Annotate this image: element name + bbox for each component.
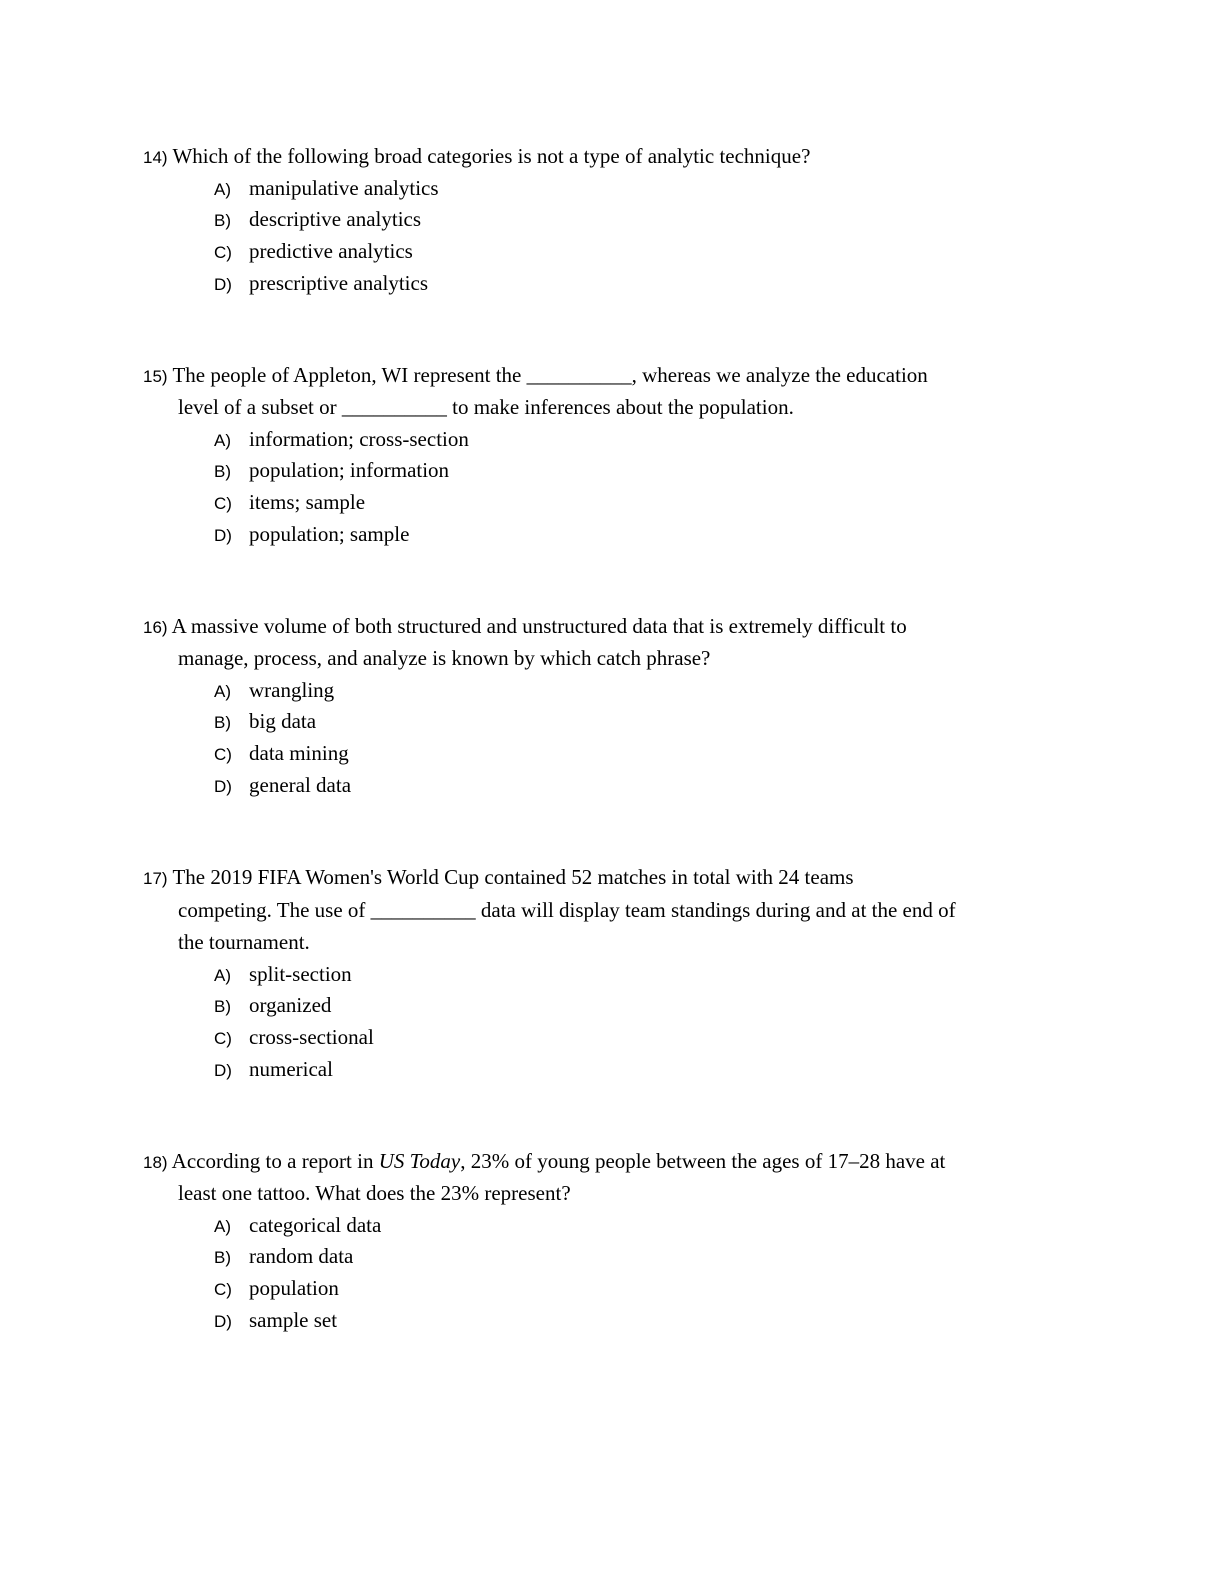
option-letter: A) xyxy=(214,682,231,701)
option-letter: B) xyxy=(214,211,231,230)
option-text: wrangling xyxy=(249,678,335,702)
option-b xyxy=(214,707,316,737)
option-c xyxy=(214,1023,374,1053)
question-number: 14) xyxy=(143,148,168,167)
option-letter: B) xyxy=(214,462,231,481)
publication-title: US Today xyxy=(378,1149,461,1173)
option-d xyxy=(214,1055,333,1085)
option-text: sample set xyxy=(249,1308,338,1332)
option-text: general data xyxy=(249,773,352,797)
option-b xyxy=(214,456,449,486)
option-letter: B) xyxy=(214,997,231,1016)
question-text-continued: the tournament. xyxy=(178,930,310,954)
option-a xyxy=(214,676,334,706)
question-number: 16) xyxy=(143,618,168,637)
option-text: big data xyxy=(249,709,317,733)
option-letter: D) xyxy=(214,1312,232,1331)
option-letter: A) xyxy=(214,1217,231,1236)
option-letter: C) xyxy=(214,243,232,262)
option-c xyxy=(214,488,365,518)
option-text: data mining xyxy=(249,741,349,765)
option-text: items; sample xyxy=(249,490,366,514)
option-text: population xyxy=(249,1276,339,1300)
option-letter: D) xyxy=(214,777,232,796)
option-text: manipulative analytics xyxy=(249,176,439,200)
question-18-stem xyxy=(143,1147,945,1177)
option-letter: D) xyxy=(214,275,232,294)
option-letter: B) xyxy=(214,713,231,732)
option-text: random data xyxy=(249,1244,354,1268)
question-text-part: According to a report in xyxy=(171,1149,379,1173)
question-text-continued: least one tattoo. What does the 23% represent? xyxy=(178,1181,571,1205)
option-text: descriptive analytics xyxy=(249,207,422,231)
question-text xyxy=(172,1149,946,1173)
option-text: predictive analytics xyxy=(249,239,413,263)
question-text: Which of the following broad categories is not a type of analytic technique? xyxy=(172,144,811,168)
option-d xyxy=(214,1306,337,1336)
option-letter: C) xyxy=(214,1029,232,1048)
option-c xyxy=(214,739,349,769)
question-text: A massive volume of both structured and unstructured data that is extremely difficult to xyxy=(171,614,907,638)
question-text-part: , 23% of young people between the ages of 17–28 have at xyxy=(460,1149,946,1173)
option-letter: D) xyxy=(214,526,232,545)
option-d xyxy=(214,269,428,299)
question-text-continued: competing. The use of __________ data will display team standings during and at the end of xyxy=(178,898,956,922)
question-15-stem xyxy=(143,361,928,391)
question-text-continued: level of a subset or __________ to make inferences about the population. xyxy=(178,395,794,419)
option-b xyxy=(214,991,331,1021)
option-c xyxy=(214,1274,339,1304)
option-text: split-section xyxy=(249,962,352,986)
option-letter: A) xyxy=(214,180,231,199)
option-letter: A) xyxy=(214,431,231,450)
option-text: information; cross-section xyxy=(249,427,469,451)
option-c xyxy=(214,237,413,267)
option-letter: D) xyxy=(214,1061,232,1080)
option-text: cross-sectional xyxy=(249,1025,374,1049)
option-a xyxy=(214,960,352,990)
option-text: categorical data xyxy=(249,1213,382,1237)
option-text: organized xyxy=(249,993,332,1017)
question-17-stem xyxy=(143,863,854,893)
option-d xyxy=(214,771,351,801)
option-text: population; sample xyxy=(249,522,410,546)
option-b xyxy=(214,205,421,235)
question-number: 18) xyxy=(143,1153,168,1172)
option-letter: C) xyxy=(214,494,232,513)
option-letter: C) xyxy=(214,1280,232,1299)
question-16-stem xyxy=(143,612,907,642)
question-14-stem xyxy=(143,142,810,172)
option-a xyxy=(214,1211,381,1241)
option-a xyxy=(214,174,439,204)
option-text: prescriptive analytics xyxy=(249,271,429,295)
option-letter: C) xyxy=(214,745,232,764)
option-d xyxy=(214,520,409,550)
option-letter: A) xyxy=(214,966,231,985)
question-text: The 2019 FIFA Women's World Cup contained 52 matches in total with 24 teams xyxy=(172,865,854,889)
option-text: population; information xyxy=(249,458,450,482)
question-text: The people of Appleton, WI represent the __________, whereas we analyze the education xyxy=(172,363,928,387)
question-number: 15) xyxy=(143,367,168,386)
option-text: numerical xyxy=(249,1057,333,1081)
option-letter: B) xyxy=(214,1248,231,1267)
option-a xyxy=(214,425,469,455)
question-number: 17) xyxy=(143,869,168,888)
question-text-continued: manage, process, and analyze is known by which catch phrase? xyxy=(178,646,711,670)
option-b xyxy=(214,1242,353,1272)
